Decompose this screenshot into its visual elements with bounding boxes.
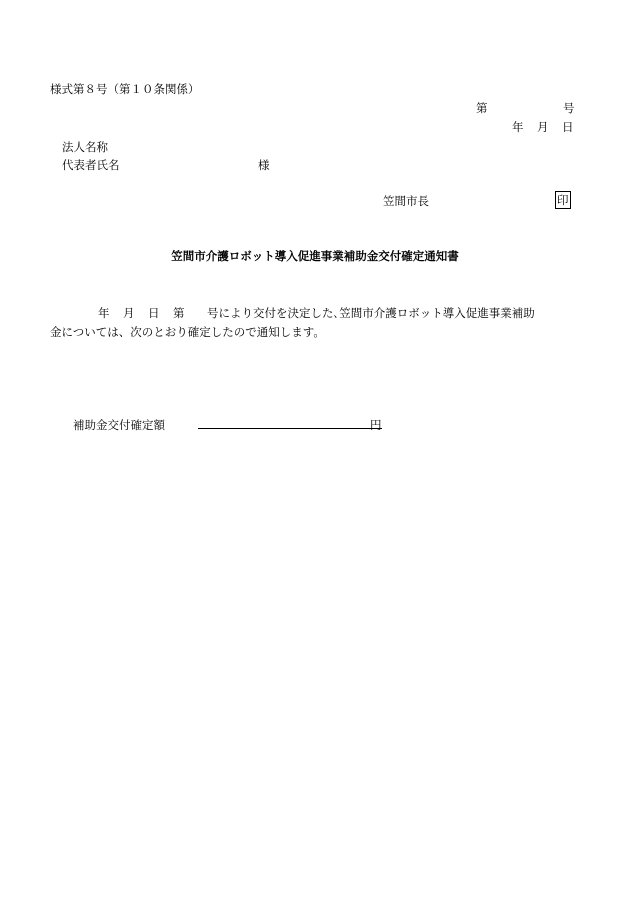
- body-number-prefix: 第: [173, 306, 185, 320]
- body-line-1-text: 号により交付を決定した､笠間市介護ロボット導入促進事業補助: [207, 306, 535, 320]
- grant-amount-unit: 円: [370, 418, 382, 432]
- grant-amount-label: 補助金交付確定額: [73, 418, 165, 432]
- body-line-2: 金については、次のとおり確定したので通知します。: [50, 325, 325, 339]
- corporation-name-label: 法人名称: [62, 140, 108, 154]
- date-day-label: 日: [562, 120, 574, 134]
- representative-name-label: 代表者氏名: [62, 158, 120, 172]
- date-month-label: 月: [537, 120, 549, 134]
- body-year-label: 年: [98, 306, 110, 320]
- document-title: 笠間市介護ロボット導入促進事業補助金交付確定通知書: [171, 249, 459, 263]
- form-number: 様式第８号（第１０条関係）: [50, 82, 200, 96]
- body-month-label: 月: [123, 306, 135, 320]
- seal-mark: 印: [557, 193, 569, 207]
- doc-number-prefix: 第: [476, 101, 488, 115]
- issuer-name: 笠間市長: [383, 194, 429, 208]
- honorific: 様: [258, 158, 270, 172]
- date-year-label: 年: [512, 120, 524, 134]
- body-day-label: 日: [148, 306, 160, 320]
- grant-amount-field-line: [198, 428, 382, 429]
- doc-number-suffix: 号: [563, 101, 575, 115]
